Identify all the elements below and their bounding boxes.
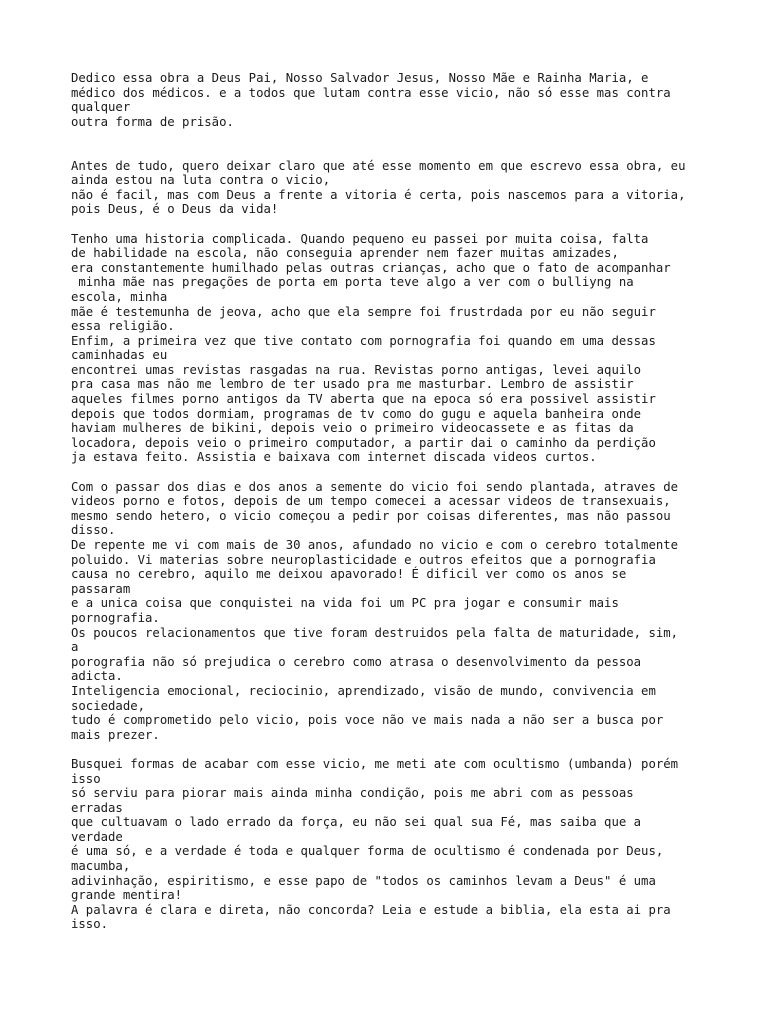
text-line: sociedade, (71, 698, 146, 713)
text-line: poluido. Vi materias sobre neuroplasticidade e outros efeitos que a pornografia (71, 552, 656, 567)
paragraph-addiction (71, 480, 731, 743)
text-line: adivinhação, espiritismo, e esse papo de "todos os caminhos levam a Deus" é uma (71, 873, 656, 888)
text-line: essa religião. (71, 319, 175, 334)
text-line: Antes de tudo, quero deixar claro que até esse momento em que escrevo essa obra, eu (71, 158, 686, 173)
text-line: a (71, 640, 79, 655)
text-line: ja estava feito. Assistia e baixava com internet discada videos curtos. (71, 450, 597, 465)
text-line: videos porno e fotos, depois de um tempo comecei a acessar videos de transexuais, (71, 494, 671, 509)
paragraph-intro (71, 159, 731, 217)
text-line: era constantemente humilhado pelas outras crianças, acho que o fato de acompanhar (71, 260, 671, 275)
text-line: adicta. (71, 669, 123, 684)
text-line: A palavra é clara e direta, não concorda? Leia e estude a biblia, ela esta ai pra (71, 902, 671, 917)
paragraph-occultism (71, 757, 731, 932)
text-line: isso. (71, 917, 109, 932)
paragraph-history (71, 232, 731, 466)
text-line: pois Deus, é o Deus da vida! (71, 202, 279, 217)
text-line: disso. (71, 523, 116, 538)
text-line: que cultuavam o lado errado da força, eu não sei qual sua Fé, mas saiba que a (71, 815, 642, 830)
text-line: causa no cerebro, aquilo me deixou apavorado! É dificil ver como os anos se (71, 567, 627, 582)
text-line: erradas (71, 800, 123, 815)
text-line: Dedico essa obra a Deus Pai, Nosso Salvador Jesus, Nosso Mãe e Rainha Maria, e (71, 71, 649, 85)
text-line: macumba, (71, 859, 131, 874)
text-line: não é facil, mas com Deus a frente a vitoria é certa, pois nascemos para a vitoria, (71, 187, 686, 202)
text-line: haviam mulheres de bikini, depois veio o primeiro videocassete e as fitas da (71, 421, 634, 436)
text-line: porografia não só prejudica o cerebro como atrasa o desenvolvimento da pessoa (71, 654, 642, 669)
text-line: qualquer (71, 100, 131, 115)
text-line: mais prezer. (71, 727, 160, 742)
text-line: Enfim, a primeira vez que tive contato com pornografia foi quando em uma dessas (71, 333, 656, 348)
text-line: isso (71, 771, 101, 786)
text-line: ainda estou na luta contra o vicio, (71, 173, 331, 188)
text-line: tudo é comprometido pelo vicio, pois voce não ve mais nada a não ser a busca por (71, 713, 664, 728)
text-line: verdade (71, 829, 123, 844)
document-page (71, 71, 731, 932)
text-line: aqueles filmes porno antigos da TV aberta que na epoca só era possivel assistir (71, 392, 656, 407)
paragraph-spacer (71, 129, 731, 158)
text-line: locadora, depois veio o primeiro computador, a partir dai o caminho da perdição (71, 435, 656, 450)
text-line: de habilidade na escola, não conseguia aprender nem fazer muitas amizades, (71, 246, 619, 261)
text-line: Os poucos relacionamentos que tive foram destruidos pela falta de maturidade, sim, (71, 625, 679, 640)
text-line: passaram (71, 581, 131, 596)
text-line: é uma só, e a verdade é toda e qualquer forma de ocultismo é condenada por Deus, (71, 844, 664, 859)
text-line: Inteligencia emocional, reciocinio, aprendizado, visão de mundo, convivencia em (71, 683, 656, 698)
text-line: De repente me vi com mais de 30 anos, afundado no vicio e com o cerebro totalmente (71, 538, 679, 552)
text-line: Busquei formas de acabar com esse vicio, me meti ate com ocultismo (umbanda) porém (71, 756, 679, 771)
paragraph-dedication (71, 71, 731, 129)
text-line: mesmo sendo hetero, o vicio começou a pedir por coisas diferentes, mas não passou (71, 508, 671, 523)
text-line: caminhadas eu (71, 348, 168, 363)
text-line: outra forma de prisão. (71, 114, 234, 129)
paragraph-spacer (71, 465, 731, 480)
text-line: pra casa mas não me lembro de ter usado pra me masturbar. Lembro de assistir (71, 377, 634, 392)
text-line: Com o passar dos dias e dos anos a semente do vicio foi sendo plantada, atraves de (71, 479, 679, 494)
text-line: escola, minha (71, 289, 168, 304)
text-line: depois que todos dormiam, programas de tv como do gugu e aquela banheira onde (71, 406, 642, 421)
text-line: Tenho uma historia complicada. Quando pequeno eu passei por muita coisa, falta (71, 231, 649, 246)
text-line: e a unica coisa que conquistei na vida foi um PC pra jogar e consumir mais (71, 596, 619, 611)
paragraph-spacer (71, 742, 731, 757)
text-line: pornografia. (71, 610, 160, 625)
text-line: minha mãe nas pregações de porta em porta teve algo a ver com o bulliyng na (71, 275, 634, 290)
text-line: mãe é testemunha de jeova, acho que ela sempre foi frustrdada por eu não seguir (71, 304, 656, 319)
text-line: só serviu para piorar mais ainda minha condição, pois me abri com as pessoas (71, 786, 634, 801)
text-line: médico dos médicos. e a todos que lutam contra esse vicio, não só esse mas contra (71, 85, 671, 100)
text-line: encontrei umas revistas rasgadas na rua. Revistas porno antigas, levei aquilo (71, 362, 642, 377)
paragraph-spacer (71, 217, 731, 232)
text-line: grande mentira! (71, 888, 183, 903)
